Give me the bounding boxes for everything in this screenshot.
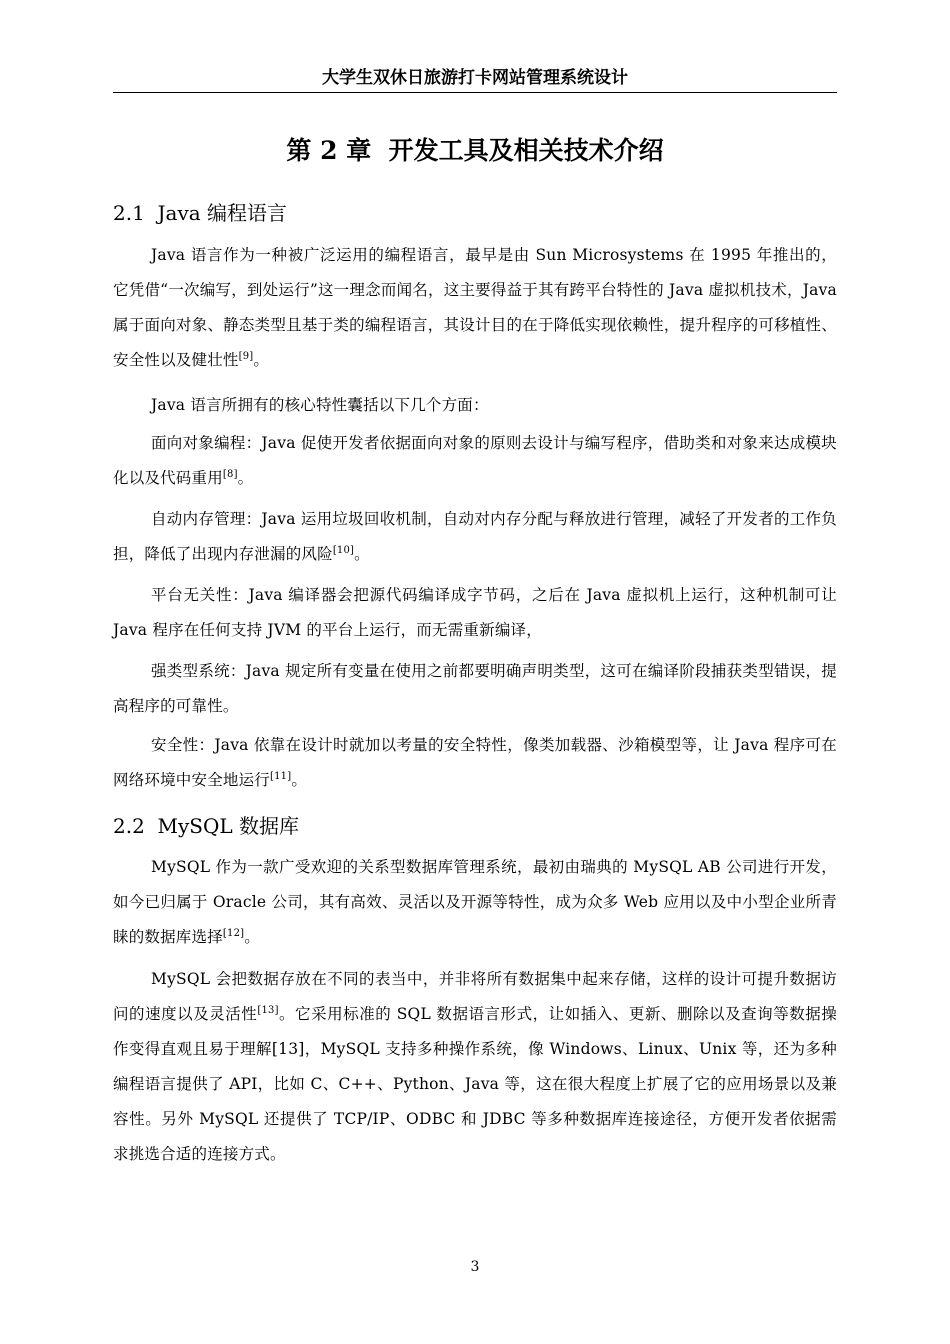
- page-number: 3: [470, 1259, 480, 1275]
- paragraph-tail: 。: [237, 469, 254, 487]
- citation-ref: [8]: [222, 469, 238, 480]
- section-heading-mysql: 2.2 MySQL 数据库: [113, 814, 300, 838]
- paragraph-tail: 。: [291, 771, 308, 789]
- citation-ref: [10]: [332, 545, 355, 556]
- paragraph-text: 强类型系统：Java 规定所有变量在使用之前都要明确声明类型，这可在编译阶段捕获类型错误，提高程序的可靠性。: [113, 662, 837, 715]
- paragraph-text: MySQL 会把数据存放在不同的表当中，并非将所有数据集中起来存储，这样的设计可提升数据访问的速度以及灵活性: [113, 970, 837, 1023]
- paragraph-memory: [113, 502, 837, 572]
- paragraph-text: 安全性：Java 依靠在设计时就加以考量的安全特性，像类加载器、沙箱模型等，让 Java 程序可在网络环境中安全地运行: [113, 736, 837, 789]
- paragraph-tail: 。: [253, 351, 270, 369]
- section-heading-java: 2.1 Java 编程语言: [113, 201, 288, 225]
- paragraph-security: [113, 728, 837, 798]
- paragraph-text: Java 语言作为一种被广泛运用的编程语言，最早是由 Sun Microsystems 在 1995 年推出的，它凭借“一次编写，到处运行”这一理念而闻名，这主要得益于其有跨平台特性的 Java 虚拟机技术，Java 属于面向对象、静态类型且基于类的编程语言，其设计目的在于降低实现依赖性，提升程序的可移植性、安全性以及健壮性: [113, 246, 837, 369]
- paragraph-text: 平台无关性：Java 编译器会把源代码编译成字节码，之后在 Java 虚拟机上运行，这种机制可让 Java 程序在任何支持 JVM 的平台上运行，而无需重新编译，: [113, 586, 837, 639]
- paragraph-text: MySQL 作为一款广受欢迎的关系型数据库管理系统，最初由瑞典的 MySQL AB 公司进行开发，如今已归属于 Oracle 公司，其有高效、灵活以及开源等特性，成为众多 Web 应用以及中小型企业所青睐的数据库选择: [113, 858, 837, 946]
- paragraph-text: Java 语言所拥有的核心特性囊括以下几个方面：: [151, 396, 489, 414]
- paragraph-tail: 。: [244, 928, 260, 946]
- paragraph-platform: [113, 578, 837, 648]
- paragraph-mysql-intro: [113, 850, 837, 955]
- paragraph-typing: [113, 654, 837, 724]
- paragraph-oop: [113, 426, 837, 496]
- paragraph-text: 面向对象编程：Java 促使开发者依据面向对象的原则去设计与编写程序，借助类和对象来达成模块化以及代码重用: [113, 434, 837, 487]
- citation-ref: [11]: [270, 771, 292, 782]
- paragraph-tail: 。它采用标准的 SQL 数据语言形式，让如插入、更新、删除以及查询等数据操作变得直观且易于理解[13]，MySQL 支持多种操作系统，像 Windows、Linux、Unix 等，还为多种编程语言提供了 API，比如 C、C++、Python、Java 等，这在很大程度上扩展了它的应用场景以及兼容性。另外 MySQL 还提供了 TCP/IP、ODBC 和 JDBC 等多种数据库连接途径，方便开发者依据需求挑选合适的连接方式。: [113, 1005, 837, 1163]
- citation-ref: [12]: [222, 928, 245, 939]
- paragraph-tail: 。: [354, 545, 370, 563]
- paragraph-java-intro: [113, 238, 837, 378]
- citation-ref: [9]: [238, 351, 254, 362]
- running-header: 大学生双休日旅游打卡网站管理系统设计: [113, 64, 837, 93]
- paragraph-mysql-storage: [113, 962, 837, 1172]
- paragraph-text: 自动内存管理：Java 运用垃圾回收机制，自动对内存分配与释放进行管理，减轻了开发者的工作负担，降低了出现内存泄漏的风险: [113, 510, 837, 563]
- citation-ref: [13]: [257, 1005, 279, 1016]
- chapter-title: 第 2 章 开发工具及相关技术介绍: [286, 136, 664, 165]
- paragraph-java-features-lead: [113, 388, 837, 423]
